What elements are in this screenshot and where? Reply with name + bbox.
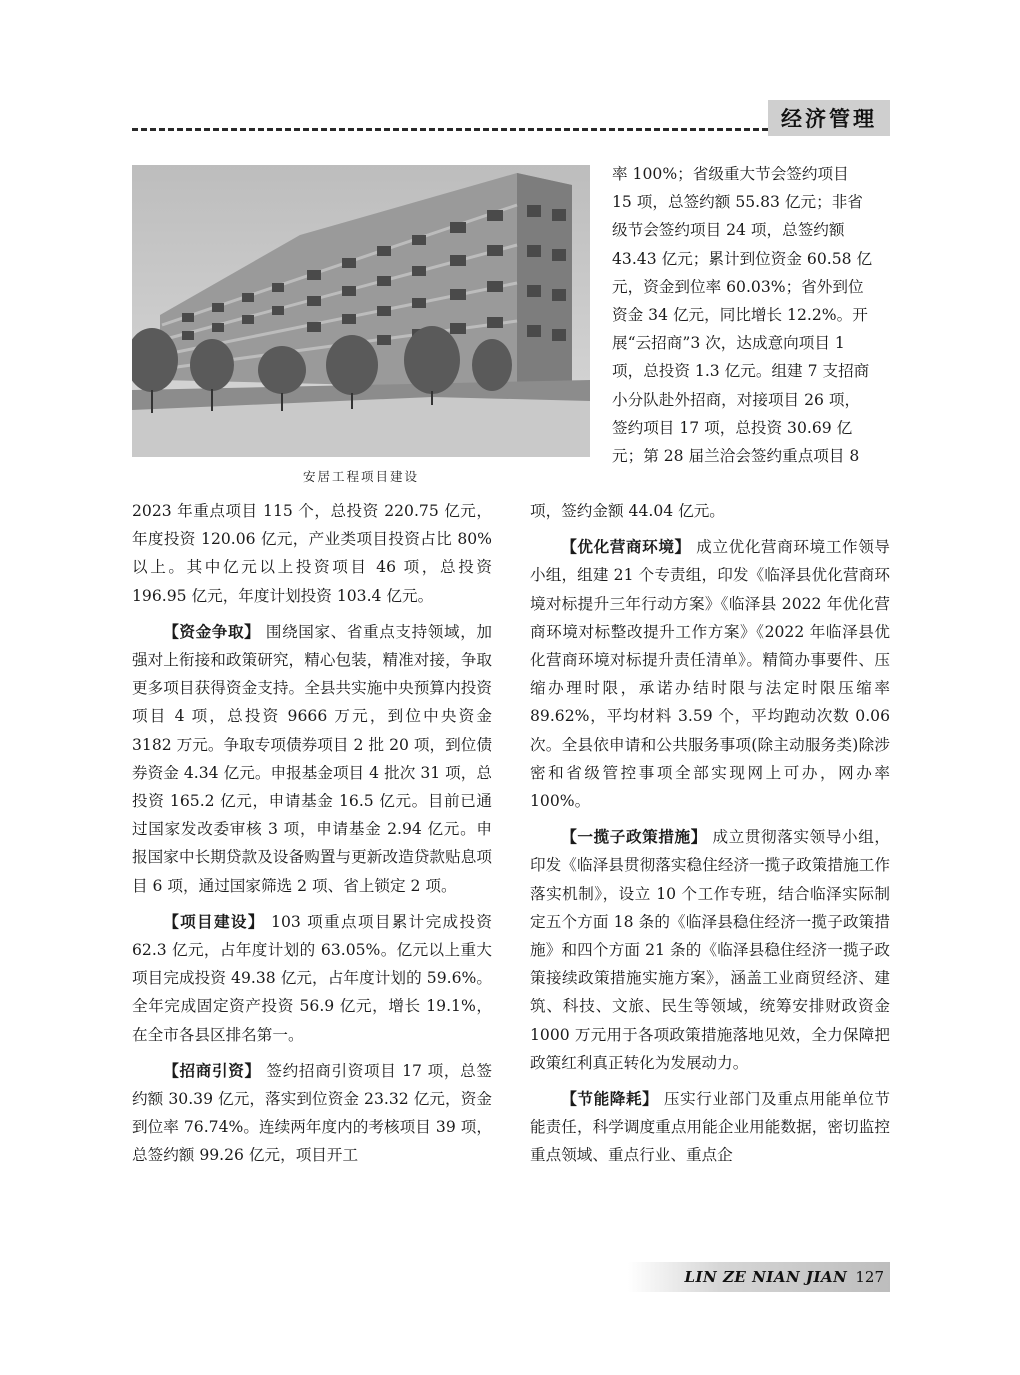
right-top-line: 元；第 28 届兰洽会签约重点项目 8 [612, 447, 860, 466]
page-number: 127 [855, 1268, 884, 1286]
right-top-line: 元，资金到位率 60.03%；省外到位 [612, 277, 864, 296]
left-column [132, 497, 492, 1170]
business-heading: 【优化营商环境】 [561, 538, 691, 557]
construction-paragraph [132, 908, 492, 1049]
funding-paragraph [132, 618, 492, 900]
construction-heading: 【项目建设】 [163, 912, 265, 931]
right-top-line: 率 100%；省级重大节会签约项目 [612, 165, 849, 183]
right-top-line: 15 项，总签约额 55.83 亿元；非省 [612, 193, 863, 212]
policy-paragraph [530, 823, 890, 1077]
footer-title: LIN ZE NIAN JIAN [684, 1268, 848, 1286]
right-top-text [612, 160, 890, 470]
business-paragraph [530, 533, 890, 815]
funding-heading: 【资金争取】 [163, 622, 261, 641]
photo-caption: 安居工程项目建设 [302, 469, 419, 484]
right-top-line: 签约项目 17 项，总投资 30.69 亿 [612, 418, 853, 437]
investment-body: 签约招商引资项目 17 项，总签约额 30.39 亿元，落实到位资金 23.32 亿元，资金到位率 76.74%。连续两年度内的考核项目 39 项，总签约额 99.26 亿元，项目开工 [132, 1061, 492, 1165]
right-top-line: 展“云招商”3 次，达成意向项目 1 [612, 334, 845, 353]
header-rule [132, 128, 768, 137]
building-photo [132, 165, 590, 457]
funding-body: 围绕国家、省重点支持领域，加强对上衔接和政策研究，精心包装，精准对接，争取更多项目获得资金支持。全县共实施中央预算内投资项目 4 项，总投资 9666 万元，到位中央资金 3182 万元。争取专项债券项目 2 批 20 项，到位债券资金 4.34 亿元。申报基金项目 4 批次 31 项，总投资 165.2 亿元，申请基金 16.5 亿元。目前已通过国家发改委审核 3 项，申请基金 2.94 亿元。申报国家中长期贷款及设备购置与更新改造贷款贴息项目 6 项，通过国家筛选 2 项、省上锁定 2 项。 [132, 622, 492, 895]
right-column [530, 497, 890, 1170]
section-tag: 经济管理 [768, 100, 890, 136]
investment-paragraph [132, 1057, 492, 1170]
right-top-line: 级节会签约项目 24 项，总签约额 [612, 221, 845, 240]
right-top-line: 资金 34 亿元，同比增长 12.2%。开 [612, 306, 868, 325]
intro-paragraph: 2023 年重点项目 115 个，总投资 220.75 亿元，年度投资 120.06 亿元，产业类项目投资占比 80%以上。其中亿元以上投资项目 46 项，总投资 196.95 亿元，年度计划投资 103.4 亿元。 [132, 502, 492, 605]
energy-heading: 【节能降耗】 [561, 1090, 659, 1109]
construction-body: 103 项重点项目累计完成投资 62.3 亿元，占年度计划的 63.05%。亿元以上重大项目完成投资 49.38 亿元，占年度计划的 59.6%。全年完成固定资产投资 56.9 亿元，增长 19.1%，在全市各县区排名第一。 [132, 912, 492, 1044]
business-body: 成立优化营商环境工作领导小组，组建 21 个专责组，印发《临泽县优化营商环境对标提升三年行动方案》《临泽县 2022 年优化营商环境对标整改提升工作方案》《2022 年临泽县优化营商环境对标提升责任清单》。精简办事要件、压缩办理时限，承诺办结时限与法定时限压缩率 89.62%，平均材料 3.59 个，平均跑动次数 0.06 次。全县依申请和公共服务事项(除主动服务类)除涉密和省级管控事项全部实现网上可办，网办率 100%。 [530, 538, 890, 811]
energy-paragraph [530, 1085, 890, 1170]
continuation-paragraph: 项，签约金额 44.04 亿元。 [530, 502, 725, 520]
policy-heading: 【一揽子政策措施】 [561, 828, 707, 847]
policy-body: 成立贯彻落实领导小组，印发《临泽县贯彻落实稳住经济一揽子政策措施工作落实机制》，设立 10 个工作专班，结合临泽实际制定五个方面 18 条的《临泽县稳住经济一揽子政策措施》和四个方面 21 条的《临泽县稳住经济一揽子政策接续政策措施实施方案》，涵盖工业商贸经济、建筑、科技、文旅、民生等领域，统筹安排财政资金 1000 万元用于各项政策措施落地见效，全力保障把政策红利真正转化为发展动力。 [530, 828, 890, 1072]
right-top-line: 43.43 亿元；累计到位资金 60.58 亿 [612, 249, 873, 268]
investment-heading: 【招商引资】 [163, 1061, 261, 1080]
energy-body: 压实行业部门及重点用能单位节能责任，科学调度重点用能企业用能数据，密切监控重点领域、重点行业、重点企 [530, 1090, 890, 1165]
right-top-line: 项，总投资 1.3 亿元。组建 7 支招商 [612, 362, 870, 381]
right-top-line: 小分队赴外招商，对接项目 26 项， [612, 390, 861, 409]
footer-bar [628, 1262, 890, 1292]
